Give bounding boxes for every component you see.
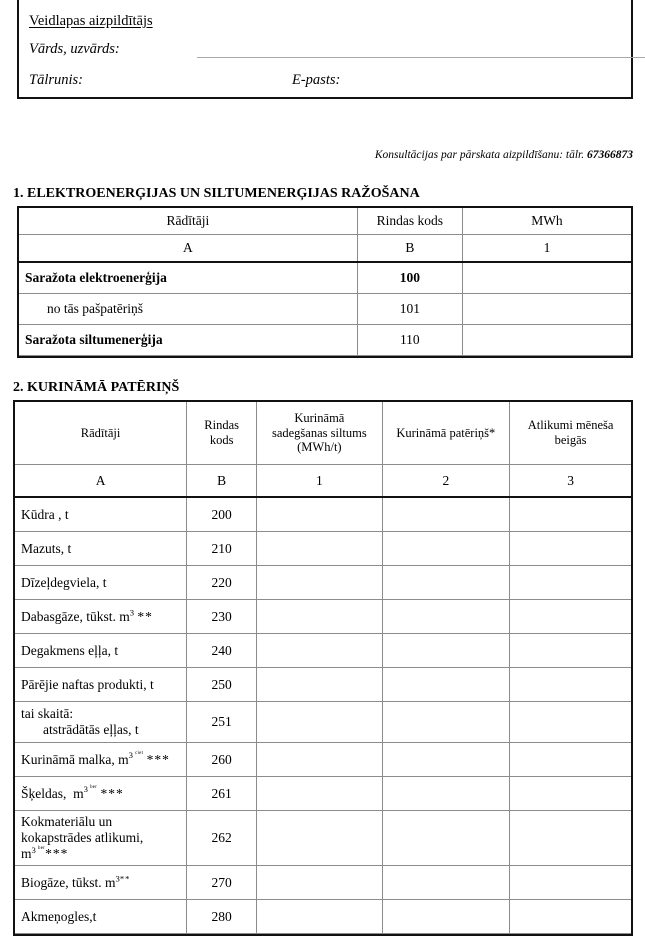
row-label-own-consumption: no tās pašpatēriņš xyxy=(19,294,357,325)
name-input-rule[interactable] xyxy=(197,57,645,58)
phone-label: Tālrunis: xyxy=(29,72,83,88)
row-label-biogas: Biogāze, tūkst. $m^{3**}$ xyxy=(15,866,187,900)
row-code-230: 230 xyxy=(187,600,257,634)
table-row xyxy=(15,900,631,934)
row-value-220-col2[interactable] xyxy=(382,566,510,600)
row-value-280-col2[interactable] xyxy=(382,900,510,934)
table-row xyxy=(19,294,631,325)
row-label-produced-electricity: Saražota elektroenerģija xyxy=(19,262,357,294)
row-code-251: 251 xyxy=(187,702,257,743)
row-value-230-col1[interactable] xyxy=(257,600,382,634)
row-value-260-col3[interactable] xyxy=(510,743,631,777)
row-value-210-col3[interactable] xyxy=(510,532,631,566)
letter-cell-a: A xyxy=(15,465,187,498)
header-cell-row-code: Rindas kods xyxy=(357,208,462,235)
table-row xyxy=(15,668,631,702)
row-value-261-col1[interactable] xyxy=(257,777,382,811)
row-code-261: 261 xyxy=(187,777,257,811)
consultation-phone: 67366873 xyxy=(587,149,633,161)
letter-cell-b: B xyxy=(357,235,462,263)
table-header-row xyxy=(19,208,631,235)
row-value-110[interactable] xyxy=(462,325,631,356)
row-value-260-col1[interactable] xyxy=(257,743,382,777)
table-row xyxy=(15,532,631,566)
row-value-280-col1[interactable] xyxy=(257,900,382,934)
letter-cell-2: 2 xyxy=(382,465,510,498)
name-label: Vārds, uzvārds: xyxy=(29,41,120,57)
row-value-280-col3[interactable] xyxy=(510,900,631,934)
row-value-250-col1[interactable] xyxy=(257,668,382,702)
row-label-natural-gas: Dabasgāze, tūkst. $m^3$ ** xyxy=(15,600,187,634)
table-row xyxy=(19,325,631,356)
row-value-210-col2[interactable] xyxy=(382,532,510,566)
row-code-260: 260 xyxy=(187,743,257,777)
row-code-280: 280 xyxy=(187,900,257,934)
row-value-220-col3[interactable] xyxy=(510,566,631,600)
row-value-261-col2[interactable] xyxy=(382,777,510,811)
table-row xyxy=(15,566,631,600)
header-cell-indicators: Rādītāji xyxy=(19,208,357,235)
table-row xyxy=(15,600,631,634)
letter-cell-a: A xyxy=(19,235,357,263)
section-2-table xyxy=(15,402,631,934)
row-code-101: 101 xyxy=(357,294,462,325)
section-1-heading: 1. ELEKTROENERĢIJAS UN SILTUMENERĢIJAS RAŽOŠANA xyxy=(13,186,420,201)
row-value-230-col2[interactable] xyxy=(382,600,510,634)
row-code-100: 100 xyxy=(357,262,462,294)
row-code-262: 262 xyxy=(187,811,257,866)
row-code-200: 200 xyxy=(187,497,257,532)
row-value-262-col3[interactable] xyxy=(510,811,631,866)
row-label-fuel-oil: Mazuts, t xyxy=(15,532,187,566)
table-header-row xyxy=(15,402,631,465)
row-value-200-col1[interactable] xyxy=(257,497,382,532)
letter-cell-b: B xyxy=(187,465,257,498)
table-row xyxy=(15,497,631,532)
row-value-250-col2[interactable] xyxy=(382,668,510,702)
row-value-210-col1[interactable] xyxy=(257,532,382,566)
row-value-262-col1[interactable] xyxy=(257,811,382,866)
form-filler-box xyxy=(17,0,633,99)
row-label-wood-chips: Šķeldas, $m^{3 ^{ber}}$ *** xyxy=(15,777,187,811)
table-row xyxy=(15,743,631,777)
row-value-270-col2[interactable] xyxy=(382,866,510,900)
row-label-wood-residues: Kokmateriālu un kokapstrādes atlikumi, $m^{3 ^{ber}}***$ xyxy=(15,811,187,866)
section-2-heading: 2. KURINĀMĀ PATĒRIŅŠ xyxy=(13,380,180,395)
row-value-200-col3[interactable] xyxy=(510,497,631,532)
table-letter-row xyxy=(19,235,631,263)
row-code-250: 250 xyxy=(187,668,257,702)
row-label-used-oils: tai skaitā: atstrādātās eļļas, t xyxy=(15,702,187,743)
table-row xyxy=(15,811,631,866)
row-value-240-col1[interactable] xyxy=(257,634,382,668)
header-cell-row-code: Rindas kods xyxy=(187,402,257,465)
table-row xyxy=(15,634,631,668)
consultation-note xyxy=(375,149,633,161)
letter-cell-1: 1 xyxy=(257,465,382,498)
row-value-230-col3[interactable] xyxy=(510,600,631,634)
row-code-240: 240 xyxy=(187,634,257,668)
letter-cell-3: 3 xyxy=(510,465,631,498)
row-value-251-col2[interactable] xyxy=(382,702,510,743)
letter-cell-1: 1 xyxy=(462,235,631,263)
header-cell-combustion-heat: Kurināmā sadegšanas siltums (MWh/t) xyxy=(257,402,382,465)
row-code-110: 110 xyxy=(357,325,462,356)
row-value-262-col2[interactable] xyxy=(382,811,510,866)
table-row xyxy=(15,866,631,900)
row-value-240-col2[interactable] xyxy=(382,634,510,668)
row-value-250-col3[interactable] xyxy=(510,668,631,702)
form-filler-title: Veidlapas aizpildītājs xyxy=(29,13,153,29)
header-cell-mwh: MWh xyxy=(462,208,631,235)
row-value-261-col3[interactable] xyxy=(510,777,631,811)
row-value-101[interactable] xyxy=(462,294,631,325)
row-value-200-col2[interactable] xyxy=(382,497,510,532)
row-label-firewood: Kurināmā malka, $m^{3 ^{ciet}}$ *** xyxy=(15,743,187,777)
row-label-other-oil-products: Pārējie naftas produkti, t xyxy=(15,668,187,702)
row-code-270: 270 xyxy=(187,866,257,900)
section-1-table-frame xyxy=(17,206,633,358)
row-value-251-col3[interactable] xyxy=(510,702,631,743)
table-letter-row xyxy=(15,465,631,498)
row-label-produced-heat: Saražota siltumenerģija xyxy=(19,325,357,356)
row-label-coal: Akmeņogles,t xyxy=(15,900,187,934)
header-cell-month-end-stock: Atlikumi mēneša beigās xyxy=(510,402,631,465)
row-label-diesel: Dīzeļdegviela, t xyxy=(15,566,187,600)
row-value-100[interactable] xyxy=(462,262,631,294)
row-value-240-col3[interactable] xyxy=(510,634,631,668)
row-value-260-col2[interactable] xyxy=(382,743,510,777)
row-code-220: 220 xyxy=(187,566,257,600)
section-2-table-frame xyxy=(13,400,633,936)
row-value-270-col1[interactable] xyxy=(257,866,382,900)
table-row xyxy=(19,262,631,294)
row-label-peat: Kūdra , t xyxy=(15,497,187,532)
row-label-shale-oil: Degakmens eļļa, t xyxy=(15,634,187,668)
section-1-table xyxy=(19,208,631,356)
email-label: E-pasts: xyxy=(292,72,341,88)
header-cell-fuel-consumption: Kurināmā patēriņš* xyxy=(382,402,510,465)
row-value-251-col1[interactable] xyxy=(257,702,382,743)
row-value-270-col3[interactable] xyxy=(510,866,631,900)
consultation-text: Konsultācijas par pārskata aizpildīšanu: tālr. xyxy=(374,149,587,161)
row-code-210: 210 xyxy=(187,532,257,566)
table-row xyxy=(15,702,631,743)
row-value-220-col1[interactable] xyxy=(257,566,382,600)
header-cell-indicators: Rādītāji xyxy=(15,402,187,465)
table-row xyxy=(15,777,631,811)
